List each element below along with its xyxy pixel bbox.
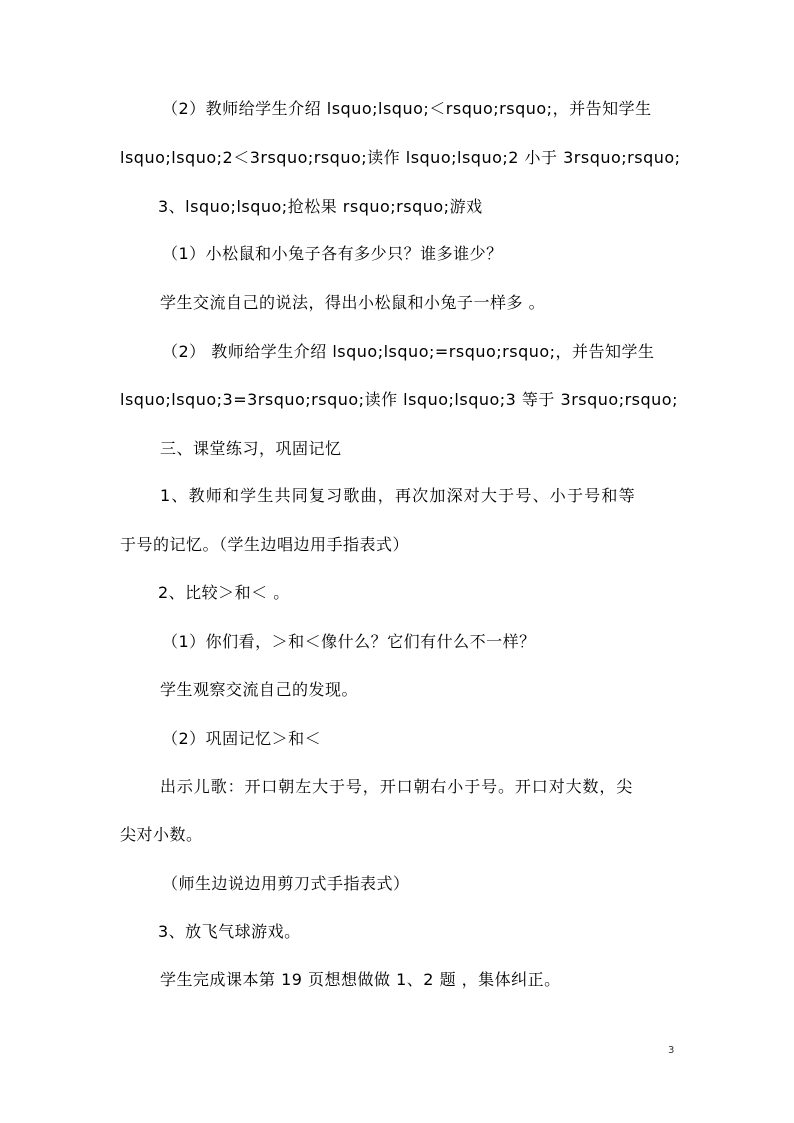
text-line-11: 2、比较＞和＜ 。 [158, 583, 290, 602]
text-line-4: （1）小松鼠和小兔子各有多少只？谁多谁少？ [162, 244, 503, 263]
text-line-12: （1）你们看，＞和＜像什么？它们有什么不一样？ [162, 632, 536, 651]
text-line-14: （2）巩固记忆＞和＜ [162, 729, 322, 748]
text-line-13: 学生观察交流自己的发现。 [160, 680, 359, 699]
text-line-6: （2） 教师给学生介绍 lsquo;lsquo;=rsquo;rsquo;，并告知学生 [162, 342, 655, 361]
section-heading: 三、课堂练习，巩固记忆 [160, 439, 342, 458]
text-line-18: 3、放飞气球游戏。 [158, 922, 301, 941]
text-line-7: lsquo;lsquo;3=3rsquo;rsquo;读作 lsquo;lsquo;3 等于 3rsquo;rsquo; [120, 390, 678, 409]
text-line-9: 1、教师和学生共同复习歌曲，再次加深对大于号、小于号和等 [160, 486, 636, 505]
text-line-2: lsquo;lsquo;2＜3rsquo;rsquo;读作 lsquo;lsquo;2 小于 3rsquo;rsquo; [120, 148, 681, 167]
page-number: 3 [668, 1045, 675, 1056]
text-line-16: 尖对小数。 [120, 825, 203, 844]
text-line-15: 出示儿歌：开口朝左大于号，开口朝右小于号。开口对大数，尖 [160, 777, 634, 796]
text-line-3: 3、lsquo;lsquo;抢松果 rsquo;rsquo;游戏 [158, 197, 483, 216]
text-line-1: （2）教师给学生介绍 lsquo;lsquo;＜rsquo;rsquo;，并告知学生 [162, 99, 652, 118]
text-line-17: （师生边说边用剪刀式手指表式） [162, 874, 410, 893]
text-line-10: 于号的记忆。（学生边唱边用手指表式） [120, 535, 410, 554]
text-line-19: 学生完成课本第 19 页想想做做 1、2 题 ，集体纠正。 [160, 970, 561, 989]
text-line-5: 学生交流自己的说法，得出小松鼠和小兔子一样多 。 [160, 293, 546, 312]
